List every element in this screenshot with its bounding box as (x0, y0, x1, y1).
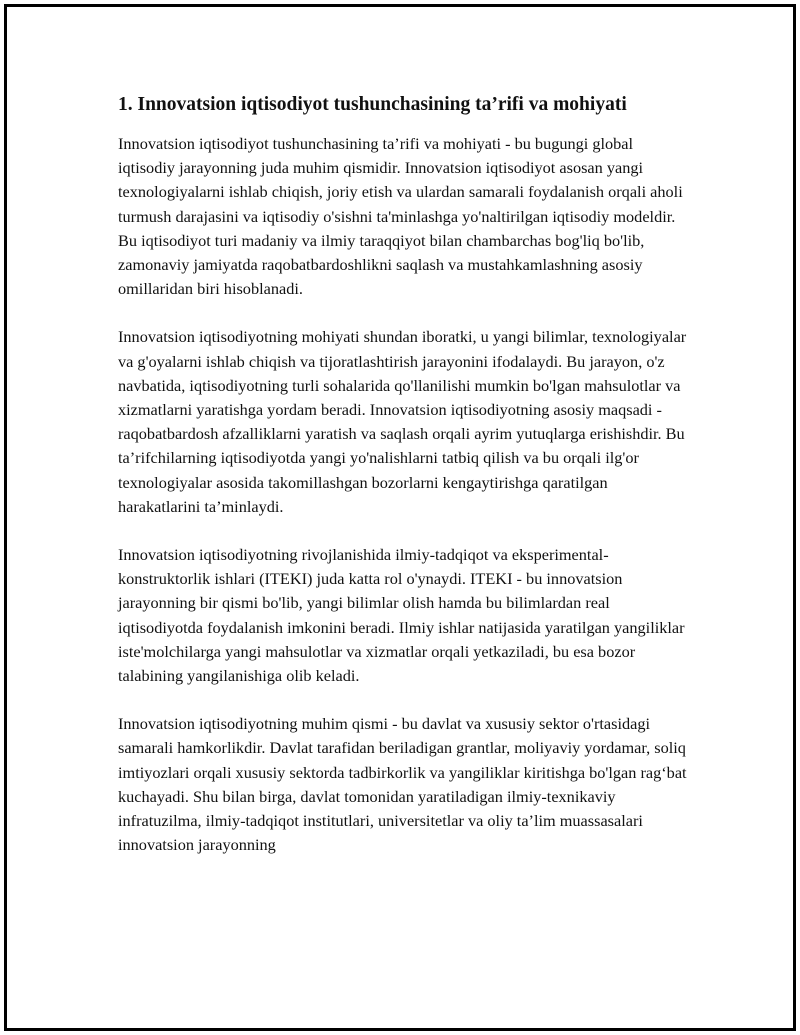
paragraph-3: Innovatsion iqtisodiyotning rivojlanishida ilmiy-tadqiqot va eksperimental-konstruktorlik ishlari (ITEKI) juda katta rol o'ynaydi. ITEKI - bu innovatsion jarayonning bir qismi bo'lib, yangi bilimlar olish hamda bu bilimlardan real iqtisodiyotda foydalanish imkonini beradi. Ilmiy ishlar natijasida yaratilgan yangiliklar iste'molchilarga yangi mahsulotlar va xizmatlar orqali yetkaziladi, bu esa bozor talabining yangilanishiga olib keladi. (118, 545, 685, 686)
paragraph-4: Innovatsion iqtisodiyotning muhim qismi - bu davlat va xususiy sektor o'rtasidagi samarali hamkorlikdir. Davlat tarafidan beriladigan grantlar, moliyaviy yordamar, soliq imtiyozlari orqali xususiy sektorda tadbirkorlik va yangiliklar kiritishga bo'lgan rag‘bat kuchayadi. Shu bilan birga, davlat tomonidan yaratiladigan ilmiy-texnikaviy infratuzilma, ilmiy-tadqiqot institutlari, universitetlar va oliy ta’lim muassasalari innovatsion jarayonning (118, 714, 687, 855)
document-body (118, 92, 690, 881)
paragraph-1: Innovatsion iqtisodiyot tushunchasining ta’rifi va mohiyati - bu bugungi global iqtisodiy jarayonning juda muhim qismidir. Innovatsion iqtisodiyot asosan yangi texnologiyalarni ishlab chiqish, joriy etish va ulardan samarali foydalanish orqali aholi turmush darajasini va iqtisodiy o'sishni ta'minlashga yo'naltirilgan iqtisodiy modeldir. Bu iqtisodiyot turi madaniy va ilmiy taraqqiyot bilan chambarchas bog'liq bo'lib, zamonaviy jamiyatda raqobatbardoshlikni saqlash va mustahkamlashning asosiy omillaridan biri hisoblanadi. (118, 134, 683, 299)
section-heading: 1. Innovatsion iqtisodiyot tushunchasining ta’rifi va mohiyati (118, 94, 627, 115)
paragraph-2: Innovatsion iqtisodiyotning mohiyati shundan iboratki, u yangi bilimlar, texnologiyalar va g'oyalarni ishlab chiqish va tijoratlashtirish jarayonini ifodalaydi. Bu jarayon, o'z navbatida, iqtisodiyotning turli sohalarida qo'llanilishi mumkin bo'lgan mahsulotlar va xizmatlarni yaratishga yordam beradi. Innovatsion iqtisodiyotning asosiy maqsadi - raqobatbardosh afzalliklarni yaratish va saqlash orqali ayrim yutuqlarga erishishdir. Bu ta’rifchilarning iqtisodiyotda yangi yo'nalishlarni tatbiq qilish va bu orqali ilg'or texnologiyalar asosida takomillashgan bozorlarni kengaytirishga qaratilgan harakatlarini ta’minlaydi. (118, 327, 687, 516)
